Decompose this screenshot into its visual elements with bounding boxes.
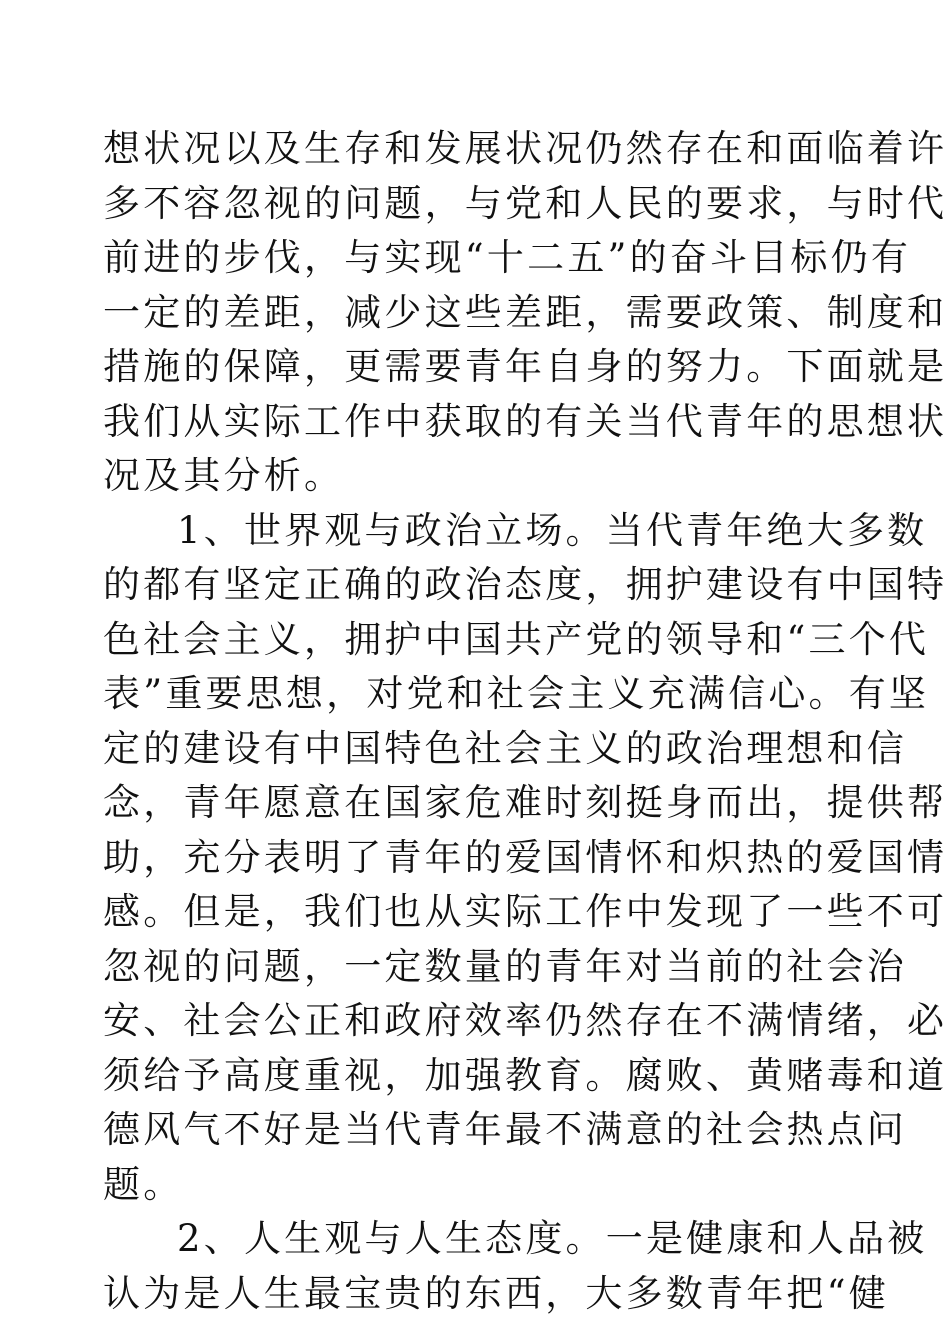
text-line: 助，充分表明了青年的爱国情怀和炽热的爱国情	[103, 835, 948, 879]
text-line: 德风气不好是当代青年最不满意的社会热点问	[103, 1108, 907, 1151]
text-line: 一定的差距，减少这些差距，需要政策、制度和	[103, 290, 948, 334]
text-line: 1、世界观与政治立场。当代青年绝大多数	[177, 508, 928, 552]
paragraph-intro	[103, 122, 948, 504]
text-line: 我们从实际工作中获取的有关当代青年的思想状	[103, 399, 948, 443]
text-line: 忽视的问题，一定数量的青年对当前的社会治	[103, 944, 907, 988]
document-body	[103, 122, 948, 1321]
text-line: 安、社会公正和政府效率仍然存在不满情绪，必	[103, 999, 948, 1042]
text-line: 认为是人生最宝贵的东西，大多数青年把“健	[103, 1271, 889, 1315]
text-line: 色社会主义，拥护中国共产党的领导和“三个代	[103, 617, 930, 661]
paragraph-worldview	[103, 504, 948, 1213]
text-line: 定的建设有中国特色社会主义的政治理想和信	[103, 726, 907, 770]
text-line: 题。	[103, 1162, 184, 1206]
text-line: 况及其分析。	[103, 454, 345, 497]
text-line: 2、人生观与人生态度。一是健康和人品被	[177, 1217, 928, 1260]
text-line: 表”重要思想，对党和社会主义充满信心。有坚	[103, 672, 930, 715]
text-line: 措施的保障，更需要青年自身的努力。下面就是	[103, 345, 948, 388]
text-line: 感。但是，我们也从实际工作中发现了一些不可	[103, 890, 948, 933]
paragraph-outlook-on-life	[103, 1212, 928, 1321]
text-line: 念，青年愿意在国家危难时刻挺身而出，提供帮	[103, 781, 948, 824]
text-line: 想状况以及生存和发展状况仍然存在和面临着许	[103, 127, 948, 170]
text-line: 的都有坚定正确的政治态度，拥护建设有中国特	[103, 563, 948, 606]
text-line: 前进的步伐，与实现“十二五”的奋斗目标仍有	[103, 236, 912, 279]
text-line: 多不容忽视的问题，与党和人民的要求，与时代	[103, 181, 948, 225]
text-line: 须给予高度重视，加强教育。腐败、黄赌毒和道	[103, 1053, 948, 1097]
